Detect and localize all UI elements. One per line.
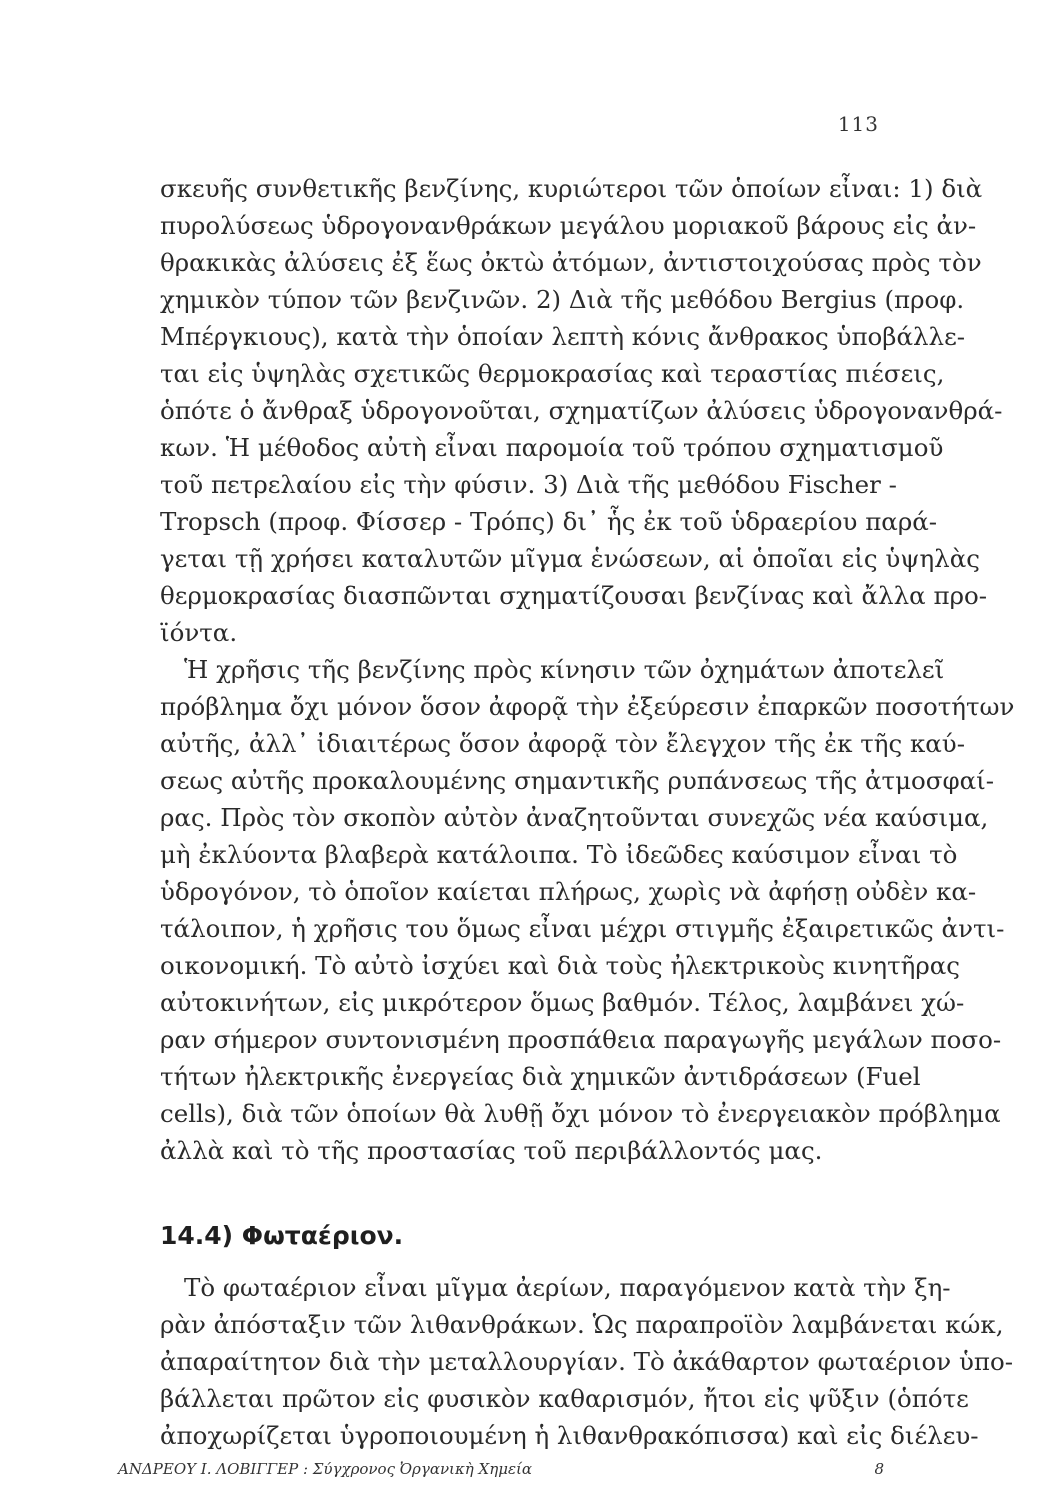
text-line: ϊόντα. (160, 618, 238, 647)
text-line: Ἡ χρῆσις τῆς βενζίνης πρὸς κίνησιν τῶν ὀχημάτων ἀποτελεῖ (184, 655, 945, 684)
text-line: Μπέργκιους), κατὰ τὴν ὁποίαν λεπτὴ κόνις ἄνθρακος ὑποβάλλε- (160, 322, 966, 351)
text-line: ὁπότε ὁ ἄνθραξ ὑδρογονοῦται, σχηματίζων ἀλύσεις ὑδρογονανθρά- (160, 396, 1003, 425)
text-line: ρας. Πρὸς τὸν σκοπὸν αὐτὸν ἀναζητοῦνται συνεχῶς νέα καύσιμα, (160, 803, 989, 832)
text-line: τοῦ πετρελαίου εἰς τὴν φύσιν. 3) Διὰ τῆς μεθόδου Fischer - (160, 470, 897, 499)
page-body (160, 170, 1015, 1454)
text-line: ρὰν ἀπόσταξιν τῶν λιθανθράκων. Ὡς παραπροϊὸν λαμβάνεται κώκ, (160, 1310, 1004, 1339)
paragraph-coal-gas (160, 1269, 1014, 1454)
footer-book-title: ΑΝΔΡΕΟΥ Ι. ΛΟΒΙΓΓΕΡ : Σύγχρονος Ὀργανικὴ Χημεία (118, 1460, 533, 1478)
text-line: μὴ ἐκλύοντα βλαβερὰ κατάλοιπα. Τὸ ἰδεῶδες καύσιμον εἶναι τὸ (160, 840, 958, 869)
text-line: σεως αὐτῆς προκαλουμένης σημαντικῆς ρυπάνσεως τῆς ἀτμοσφαί- (160, 766, 995, 795)
text-line: Tropsch (προφ. Φίσσερ - Τρόπς) δι᾽ ἧς ἐκ τοῦ ὑδραερίου παρά- (160, 507, 938, 536)
paragraph-synthetic-gasoline (160, 170, 1003, 651)
text-line: τήτων ἠλεκτρικῆς ἐνεργείας διὰ χημικῶν ἀντιδράσεων (Fuel (160, 1062, 921, 1091)
text-line: cells), διὰ τῶν ὁποίων θὰ λυθῇ ὄχι μόνον τὸ ἐνεργειακὸν πρόβλημα (160, 1099, 1001, 1128)
text-line: αὐτοκινήτων, εἰς μικρότερον ὅμως βαθμόν. Τέλος, λαμβάνει χώ- (160, 988, 965, 1017)
text-line: γεται τῇ χρήσει καταλυτῶν μῖγμα ἑνώσεων, αἱ ὁποῖαι εἰς ὑψηλὰς (160, 544, 980, 573)
text-line: ται εἰς ὑψηλὰς σχετικῶς θερμοκρασίας καὶ τεραστίας πιέσεις, (160, 359, 945, 388)
text-line: ἀποχωρίζεται ὑγροποιουμένη ἡ λιθανθρακόπισσα) καὶ εἰς διέλευ- (160, 1421, 979, 1450)
text-line: οικονομική. Τὸ αὐτὸ ἰσχύει καὶ διὰ τοὺς ἠλεκτρικοὺς κινητῆρας (160, 951, 961, 980)
page-number: 113 (837, 112, 879, 136)
text-line: ἀλλὰ καὶ τὸ τῆς προστασίας τοῦ περιβάλλοντός μας. (160, 1136, 823, 1165)
text-line: ραν σήμερον συντονισμένη προσπάθεια παραγωγῆς μεγάλων ποσο- (160, 1025, 1002, 1054)
text-line: σκευῆς συνθετικῆς βενζίνης, κυριώτεροι τῶν ὁποίων εἶναι: 1) διὰ (160, 174, 983, 203)
text-line: βάλλεται πρῶτον εἰς φυσικὸν καθαρισμόν, ἤτοι εἰς ψῦξιν (ὁπότε (160, 1384, 969, 1413)
text-line: θερμοκρασίας διασπῶνται σχηματίζουσαι βενζίνας καὶ ἄλλα προ- (160, 581, 988, 610)
text-line: ὑδρογόνον, τὸ ὁποῖον καίεται πλήρως, χωρὶς νὰ ἀφήσῃ οὐδὲν κα- (160, 877, 977, 906)
text-line: πυρολύσεως ὑδρογονανθράκων μεγάλου μοριακοῦ βάρους εἰς ἀν- (160, 211, 977, 240)
paragraph-gasoline-use (160, 651, 1015, 1169)
page-footer (118, 1460, 884, 1478)
text-line: κων. Ἡ μέθοδος αὐτὴ εἶναι παρομοία τοῦ τρόπου σχηματισμοῦ (160, 433, 944, 462)
text-line: χημικὸν τύπον τῶν βενζινῶν. 2) Διὰ τῆς μεθόδου Bergius (προφ. (160, 285, 965, 314)
text-line: θρακικὰς ἀλύσεις ἐξ ἕως ὀκτὼ ἀτόμων, ἀντιστοιχούσας πρὸς τὸν (160, 248, 982, 277)
text-line: τάλοιπον, ἡ χρῆσις του ὅμως εἶναι μέχρι στιγμῆς ἐξαιρετικῶς ἀντι- (160, 914, 1005, 943)
text-line: ἀπαραίτητον διὰ τὴν μεταλλουργίαν. Τὸ ἀκάθαρτον φωταέριον ὑπο- (160, 1347, 1014, 1376)
text-line: αὐτῆς, ἀλλ᾽ ἰδιαιτέρως ὅσον ἀφορᾷ τὸν ἔλεγχον τῆς ἐκ τῆς καύ- (160, 729, 965, 758)
footer-signature-number: 8 (874, 1460, 884, 1478)
text-line: Τὸ φωταέριον εἶναι μῖγμα ἀερίων, παραγόμενον κατὰ τὴν ξη- (184, 1273, 951, 1302)
section-heading: 14.4) Φωταέριον. (160, 1221, 404, 1250)
text-line: πρόβλημα ὄχι μόνον ὅσον ἀφορᾷ τὴν ἐξεύρεσιν ἐπαρκῶν ποσοτήτων (160, 692, 1015, 721)
